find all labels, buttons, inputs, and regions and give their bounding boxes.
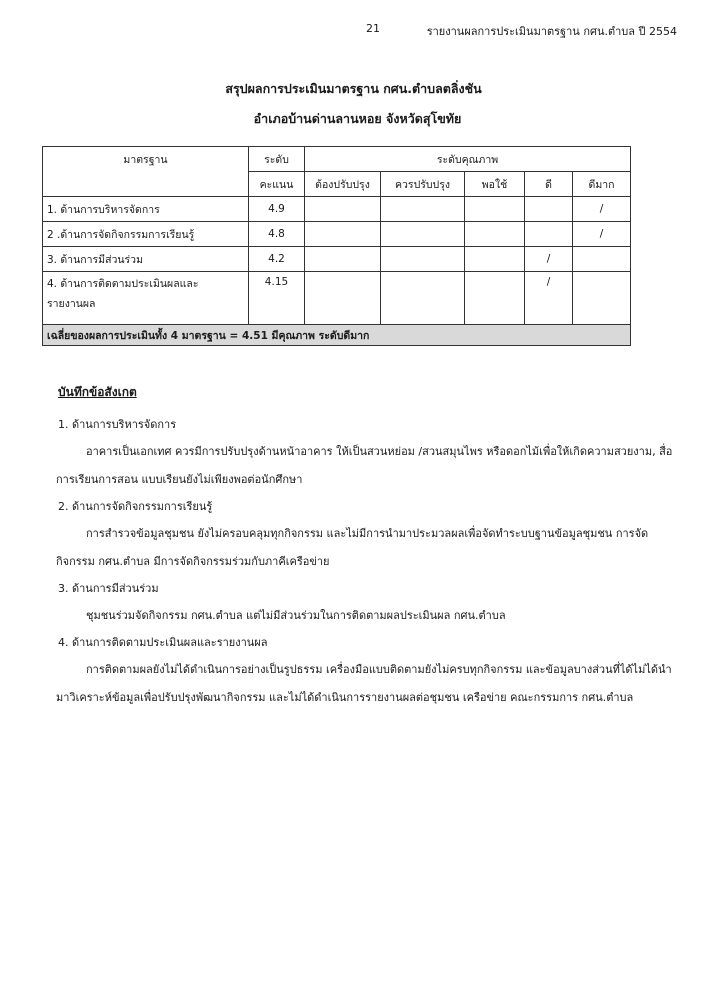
row-standard-name-line-1: 4. ด้านการติดตามประเมินผลและ — [47, 278, 199, 290]
row-standard-name: 2 .ด้านการจัดกิจกรรมการเรียนรู้ — [43, 222, 249, 247]
observation-notes — [58, 380, 678, 712]
col-header-level-2: คะแนน — [249, 172, 305, 197]
row-score: 4.15 — [249, 272, 305, 325]
col-header-level-1: ระดับ — [249, 147, 305, 172]
row-mark: / — [573, 197, 631, 222]
page-number: 21 — [366, 22, 380, 35]
row-mark — [381, 222, 465, 247]
row-mark — [465, 272, 525, 325]
notes-heading: บันทึกข้อสังเกต — [58, 385, 137, 399]
row-mark — [381, 247, 465, 272]
row-standard-name — [43, 272, 249, 325]
row-mark — [305, 222, 381, 247]
row-mark — [305, 272, 381, 325]
row-standard-name-line-2: รายงานผล — [47, 298, 96, 310]
row-mark — [573, 272, 631, 325]
row-score: 4.9 — [249, 197, 305, 222]
row-score: 4.8 — [249, 222, 305, 247]
table-header-row-1 — [43, 147, 631, 172]
row-mark — [573, 247, 631, 272]
table-row — [43, 247, 631, 272]
note-4-body: การติดตามผลยังไม่ได้ดำเนินการอย่างเป็นรูปธรรม เครื่องมือแบบติดตามยังไม่ครบทุกกิจกรรม และข้อมูลบางส่วนที่ได้ไม่ได้นำมาวิเคราะห์ข้อมูลเพื่อปรับปรุงพัฒนากิจกรรม และไม่ได้ดำเนินการรายงานผลต่อชุมชน เครือข่าย คณะกรรมการ กศน.ตำบล — [56, 663, 672, 704]
note-3-heading: 3. ด้านการมีส่วนร่วม — [58, 582, 159, 595]
col-header-quality-3: พอใช้ — [465, 172, 525, 197]
row-score: 4.2 — [249, 247, 305, 272]
row-standard-name: 1. ด้านการบริหารจัดการ — [43, 197, 249, 222]
row-mark — [525, 222, 573, 247]
col-header-quality-2: ควรปรับปรุง — [381, 172, 465, 197]
summary-row — [43, 325, 631, 346]
row-mark — [381, 272, 465, 325]
row-standard-name: 3. ด้านการมีส่วนร่วม — [43, 247, 249, 272]
row-mark: / — [573, 222, 631, 247]
note-2-heading: 2. ด้านการจัดกิจกรรมการเรียนรู้ — [58, 500, 213, 513]
table-row — [43, 272, 631, 325]
note-3-body: ชุมชนร่วมจัดกิจกรรม กศน.ตำบล แต่ไม่มีส่วนร่วมในการติดตามผลประเมินผล กศน.ตำบล — [86, 609, 506, 622]
note-2-body: การสำรวจข้อมูลชุมชน ยังไม่ครอบคลุมทุกกิจกรรม และไม่มีการนำมาประมวลผลเพื่อจัดทำระบบฐานข้อมูลชุมชน การจัดกิจกรรม กศน.ตำบล มีการจัดกิจกรรมร่วมกับภาคีเครือข่าย — [56, 527, 649, 568]
title-line-2: อำเภอบ้านด่านลานหอย จังหวัดสุโขทัย — [253, 111, 462, 126]
note-1-heading: 1. ด้านการบริหารจัดการ — [58, 418, 177, 431]
row-mark — [525, 197, 573, 222]
row-mark: / — [525, 272, 573, 325]
col-header-standard: มาตรฐาน — [43, 147, 249, 197]
row-mark — [465, 247, 525, 272]
row-mark — [465, 197, 525, 222]
col-header-quality: ระดับคุณภาพ — [305, 147, 631, 172]
note-4-heading: 4. ด้านการติดตามประเมินผลและรายงานผล — [58, 636, 268, 649]
row-mark — [305, 197, 381, 222]
title-line-1: สรุปผลการประเมินมาตรฐาน กศน.ตำบลตลิ่งชัน — [225, 81, 482, 96]
note-1-body: อาคารเป็นเอกเทศ ควรมีการปรับปรุงด้านหน้าอาคาร ให้เป็นสวนหย่อม /สวนสมุนไพร หรือดอกไม้เพื่อให้เกิดความสวยงาม, สื่อการเรียนการสอน แบบเรียนยังไม่เพียงพอต่อนักศึกษา — [56, 445, 673, 486]
row-mark — [381, 197, 465, 222]
running-title: รายงานผลการประเมินมาตรฐาน กศน.ตำบล ปี 2554 — [426, 25, 677, 38]
col-header-quality-1: ต้องปรับปรุง — [305, 172, 381, 197]
row-mark — [305, 247, 381, 272]
col-header-quality-5: ดีมาก — [573, 172, 631, 197]
summary-text: เฉลี่ยของผลการประเมินทั้ง 4 มาตรฐาน = 4.51 มีคุณภาพ ระดับดีมาก — [43, 325, 631, 346]
row-mark: / — [525, 247, 573, 272]
document-title — [0, 74, 707, 134]
col-header-quality-4: ดี — [525, 172, 573, 197]
table-row — [43, 222, 631, 247]
row-mark — [465, 222, 525, 247]
evaluation-table — [42, 146, 631, 346]
page-header — [0, 22, 707, 42]
table-row — [43, 197, 631, 222]
